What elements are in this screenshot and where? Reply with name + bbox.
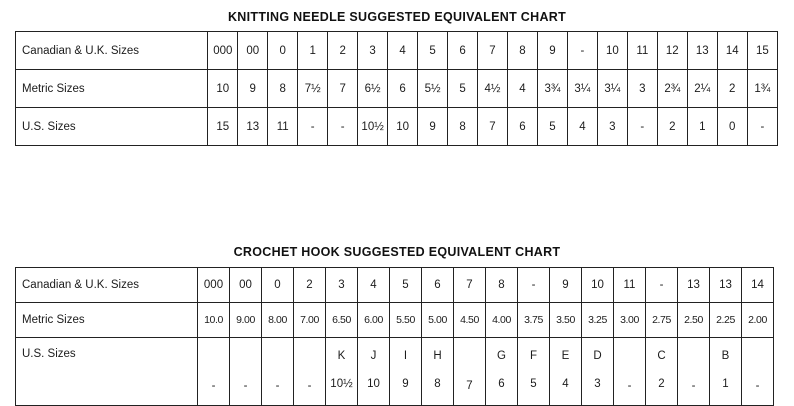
us-number: - [627, 380, 632, 392]
us-number: 7 [466, 380, 473, 392]
table-cell: 0 [717, 108, 747, 146]
table-cell: 7.00 [294, 303, 326, 338]
table-cell: 2 [328, 32, 358, 70]
table-cell: 7 [454, 268, 486, 303]
table-cell: 9.00 [230, 303, 262, 338]
table-cell: 6 [388, 70, 418, 108]
table-cell: 14 [717, 32, 747, 70]
table-cell: 4½ [478, 70, 508, 108]
table-cell: 2.75 [646, 303, 678, 338]
table-cell: 8 [448, 108, 478, 146]
table-row [16, 70, 778, 108]
table-cell: 3.00 [614, 303, 646, 338]
table-cell: 5 [448, 70, 478, 108]
crochet-chart-title: CROCHET HOOK SUGGESTED EQUIVALENT CHART [233, 245, 561, 259]
table-cell: 4.00 [486, 303, 518, 338]
us-letter: I [403, 350, 408, 362]
table-cell: 8 [507, 32, 537, 70]
table-cell: 3¼ [597, 70, 627, 108]
us-number: 1 [722, 378, 729, 390]
table-cell: 00 [238, 32, 268, 70]
us-size-cell [326, 338, 358, 406]
table-cell: - [646, 268, 678, 303]
us-size-cell [390, 338, 422, 406]
us-letter: B [721, 350, 730, 362]
table-row [16, 303, 774, 338]
table-cell: 1¾ [747, 70, 777, 108]
us-letter: C [657, 350, 666, 362]
table-cell: 10 [208, 70, 238, 108]
row-label: Canadian & U.K. Sizes [16, 268, 198, 303]
us-size-cell [262, 338, 294, 406]
us-number: - [275, 380, 280, 392]
us-letter: D [593, 350, 602, 362]
table-row [16, 268, 774, 303]
us-number: 10½ [330, 378, 353, 390]
us-number: 10 [367, 378, 380, 390]
table-cell: 8.00 [262, 303, 294, 338]
us-size-cell [646, 338, 678, 406]
us-size-cell [614, 338, 646, 406]
table-cell: 12 [657, 32, 687, 70]
table-cell: 4 [358, 268, 390, 303]
table-cell: 4 [507, 70, 537, 108]
table-cell: 5.00 [422, 303, 454, 338]
table-cell: 2.25 [710, 303, 742, 338]
table-cell: 11 [614, 268, 646, 303]
table-cell: 9 [550, 268, 582, 303]
us-size-cell [678, 338, 710, 406]
us-number: 5 [530, 378, 537, 390]
us-number: - [307, 380, 312, 392]
table-cell: 2¾ [657, 70, 687, 108]
table-cell: 6.50 [326, 303, 358, 338]
us-number: - [243, 380, 248, 392]
table-cell: 000 [198, 268, 230, 303]
us-size-cell [710, 338, 742, 406]
us-letter: H [433, 350, 442, 362]
table-cell: 0 [262, 268, 294, 303]
table-row [16, 108, 778, 146]
us-letter: G [497, 350, 506, 362]
table-cell: - [747, 108, 777, 146]
table-cell: 10 [582, 268, 614, 303]
us-number: 6 [498, 378, 505, 390]
crochet-hook-table [15, 267, 774, 406]
table-cell: 2 [294, 268, 326, 303]
table-cell: 4.50 [454, 303, 486, 338]
us-number: - [755, 380, 760, 392]
table-cell: 9 [418, 108, 448, 146]
us-number: 2 [658, 378, 665, 390]
knitting-needle-table [15, 31, 778, 146]
table-cell: 6.00 [358, 303, 390, 338]
row-label: Metric Sizes [16, 303, 198, 338]
table-cell: 5.50 [390, 303, 422, 338]
row-label: Canadian & U.K. Sizes [16, 32, 208, 70]
table-cell: 7 [478, 32, 508, 70]
row-label: U.S. Sizes [16, 108, 208, 146]
us-size-cell [198, 338, 230, 406]
table-cell: 4 [388, 32, 418, 70]
us-size-cell [486, 338, 518, 406]
table-cell: 10.0 [198, 303, 230, 338]
us-letter: K [337, 350, 346, 362]
row-label [16, 338, 198, 406]
table-cell: 11 [627, 32, 657, 70]
table-cell: 11 [268, 108, 298, 146]
table-cell: - [518, 268, 550, 303]
table-cell: 3¾ [537, 70, 567, 108]
knitting-table-body [16, 32, 778, 146]
table-cell: 13 [678, 268, 710, 303]
table-cell: 10 [597, 32, 627, 70]
us-number: - [211, 380, 216, 392]
us-size-cell [422, 338, 454, 406]
table-row [16, 338, 774, 406]
table-cell: 6½ [358, 70, 388, 108]
us-sizes-label: U.S. Sizes [22, 348, 76, 360]
table-cell: 3.25 [582, 303, 614, 338]
table-cell: 1 [298, 32, 328, 70]
table-cell: 15 [747, 32, 777, 70]
table-cell: 5 [418, 32, 448, 70]
table-cell: 15 [208, 108, 238, 146]
us-number: 9 [402, 378, 409, 390]
table-cell: 5 [537, 108, 567, 146]
table-cell: 7½ [298, 70, 328, 108]
table-cell: 8 [486, 268, 518, 303]
us-number: 4 [562, 378, 569, 390]
table-cell: - [328, 108, 358, 146]
table-cell: 3.50 [550, 303, 582, 338]
table-cell: 2 [657, 108, 687, 146]
us-number: 8 [434, 378, 441, 390]
us-number: 3 [594, 378, 601, 390]
us-size-cell [518, 338, 550, 406]
knitting-chart-title: KNITTING NEEDLE SUGGESTED EQUIVALENT CHART [227, 10, 567, 24]
table-cell: 000 [208, 32, 238, 70]
table-cell: - [298, 108, 328, 146]
us-size-cell [230, 338, 262, 406]
table-cell: - [627, 108, 657, 146]
table-cell: 3 [326, 268, 358, 303]
table-cell: 3 [627, 70, 657, 108]
us-letter: E [561, 350, 570, 362]
us-size-cell [582, 338, 614, 406]
table-cell: 14 [742, 268, 774, 303]
table-row [16, 32, 778, 70]
us-size-cell [454, 338, 486, 406]
table-cell: 8 [268, 70, 298, 108]
row-label: Metric Sizes [16, 70, 208, 108]
table-cell: 6 [448, 32, 478, 70]
us-size-cell [742, 338, 774, 406]
table-cell: 7 [478, 108, 508, 146]
table-cell: 6 [507, 108, 537, 146]
crochet-table-body [16, 268, 774, 406]
table-cell: 3¼ [567, 70, 597, 108]
us-size-cell [550, 338, 582, 406]
table-cell: 1 [687, 108, 717, 146]
table-cell: 2¼ [687, 70, 717, 108]
table-cell: 13 [238, 108, 268, 146]
table-cell: 3 [597, 108, 627, 146]
table-cell: 6 [422, 268, 454, 303]
table-cell: 7 [328, 70, 358, 108]
table-cell: 4 [567, 108, 597, 146]
table-cell: 3 [358, 32, 388, 70]
table-cell: 2 [717, 70, 747, 108]
table-cell: 13 [710, 268, 742, 303]
table-cell: 9 [238, 70, 268, 108]
table-cell: 10½ [358, 108, 388, 146]
us-size-cell [358, 338, 390, 406]
us-size-cell [294, 338, 326, 406]
table-cell: 2.50 [678, 303, 710, 338]
table-cell: 9 [537, 32, 567, 70]
table-cell: 10 [388, 108, 418, 146]
us-number: - [691, 380, 696, 392]
table-cell: 0 [268, 32, 298, 70]
table-cell: 5½ [418, 70, 448, 108]
table-cell: 13 [687, 32, 717, 70]
table-cell: - [567, 32, 597, 70]
us-letter: F [529, 350, 538, 362]
table-cell: 00 [230, 268, 262, 303]
us-letter: J [370, 350, 377, 362]
table-cell: 5 [390, 268, 422, 303]
table-cell: 3.75 [518, 303, 550, 338]
table-cell: 2.00 [742, 303, 774, 338]
